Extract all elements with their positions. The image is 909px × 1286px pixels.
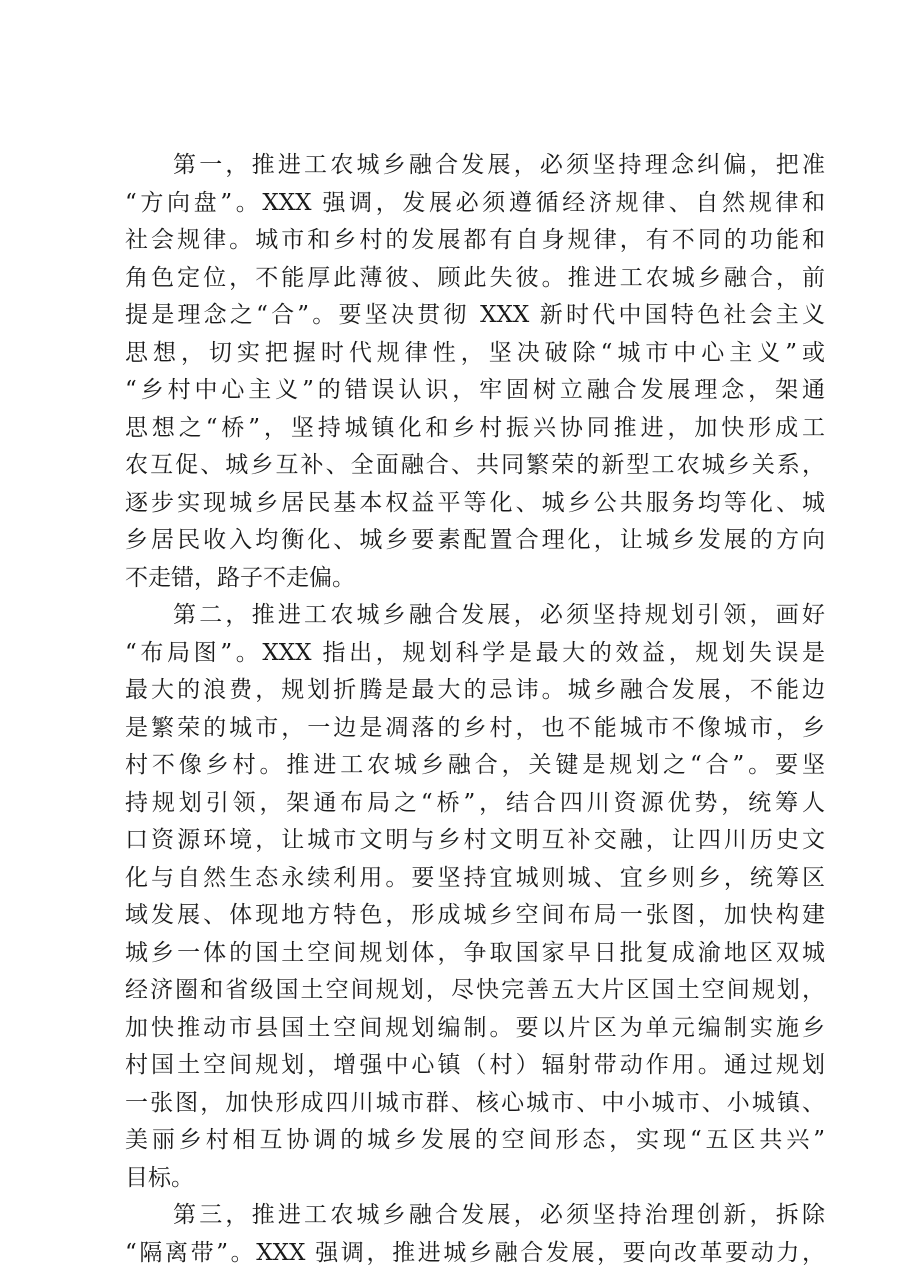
paragraph-1 bbox=[125, 147, 825, 597]
paragraph-line: 村国土空间规划，增强中心镇（村）辐射带动作用。通过规划 bbox=[125, 1052, 825, 1078]
paragraph-line: “隔离带”。XXX 强调，推进城乡融合发展，要向改革要动力， bbox=[125, 1239, 825, 1266]
paragraph-line: 美丽乡村相互协调的城乡发展的空间形态，实现“五区共兴” bbox=[125, 1127, 825, 1153]
paragraph-line: “方向盘”。XXX 强调，发展必须遵循经济规律、自然规律和 bbox=[125, 189, 825, 216]
paragraph-line: 乡居民收入均衡化、城乡要素配置合理化，让城乡发展的方向 bbox=[125, 527, 825, 553]
paragraph-line: 一张图，加快形成四川城市群、核心城市、中小城市、小城镇、 bbox=[125, 1089, 825, 1116]
paragraph-line: 村不像乡村。推进工农城乡融合，关键是规划之“合”。要坚 bbox=[125, 752, 825, 778]
paragraph-line: 提是理念之“合”。要坚决贯彻 XXX 新时代中国特色社会主义 bbox=[125, 302, 825, 328]
paragraph-line: 是繁荣的城市，一边是凋落的乡村，也不能城市不像城市，乡 bbox=[125, 714, 825, 741]
paragraph-line: 持规划引领，架通布局之“桥”，结合四川资源优势，统筹人 bbox=[125, 789, 825, 816]
paragraph-line: “布局图”。XXX 指出，规划科学是最大的效益，规划失误是 bbox=[125, 639, 825, 666]
paragraph-line: 角色定位，不能厚此薄彼、顾此失彼。推进工农城乡融合，前 bbox=[125, 264, 825, 291]
paragraph-line: 最大的浪费，规划折腾是最大的忌讳。城乡融合发展，不能边 bbox=[125, 677, 825, 703]
paragraph-2 bbox=[125, 597, 825, 1197]
paragraph-line: 不走错，路子不走偏。 bbox=[125, 564, 355, 591]
paragraph-line: 第一，推进工农城乡融合发展，必须坚持理念纠偏，把准 bbox=[173, 152, 825, 178]
paragraph-line: “乡村中心主义”的错误认识，牢固树立融合发展理念，架通 bbox=[125, 377, 825, 403]
paragraph-line: 第二，推进工农城乡融合发展，必须坚持规划引领，画好 bbox=[173, 602, 825, 628]
paragraph-line: 思想之“桥”，坚持城镇化和乡村振兴协同推进，加快形成工 bbox=[125, 414, 825, 441]
paragraph-line: 第三，推进工农城乡融合发展，必须坚持治理创新，拆除 bbox=[173, 1202, 825, 1228]
paragraph-line: 社会规律。城市和乡村的发展都有自身规律，有不同的功能和 bbox=[125, 227, 825, 253]
paragraph-line: 经济圈和省级国土空间规划，尽快完善五大片区国土空间规划， bbox=[125, 977, 825, 1003]
document-body bbox=[125, 147, 825, 1272]
paragraph-line: 逐步实现城乡居民基本权益平等化、城乡公共服务均等化、城 bbox=[125, 489, 825, 516]
paragraph-line: 口资源环境，让城市文明与乡村文明互补交融，让四川历史文 bbox=[125, 827, 825, 853]
paragraph-line: 域发展、体现地方特色，形成城乡空间布局一张图，加快构建 bbox=[125, 902, 825, 928]
paragraph-line: 农互促、城乡互补、全面融合、共同繁荣的新型工农城乡关系， bbox=[125, 452, 825, 478]
paragraph-line: 目标。 bbox=[125, 1164, 194, 1191]
paragraph-line: 化与自然生态永续利用。要坚持宜城则城、宜乡则乡，统筹区 bbox=[125, 864, 825, 891]
paragraph-line: 城乡一体的国土空间规划体，争取国家早日批复成渝地区双城 bbox=[125, 939, 825, 966]
paragraph-line: 加快推动市县国土空间规划编制。要以片区为单元编制实施乡 bbox=[125, 1014, 825, 1041]
paragraph-line: 思想，切实把握时代规律性，坚决破除“城市中心主义”或 bbox=[125, 339, 825, 366]
paragraph-3 bbox=[125, 1197, 825, 1272]
